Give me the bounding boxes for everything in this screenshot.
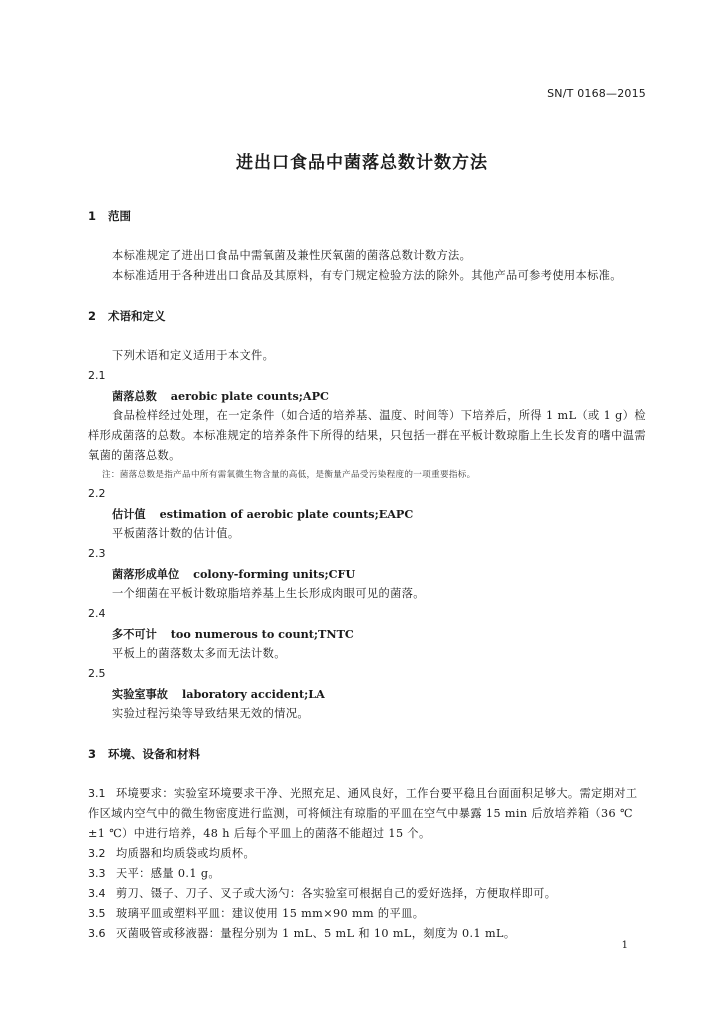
paragraph: 下列术语和定义适用于本文件。 bbox=[112, 349, 275, 362]
section-heading-scope bbox=[88, 206, 646, 226]
section-title: 术语和定义 bbox=[108, 309, 166, 323]
list-item bbox=[88, 904, 646, 924]
clause-number: 2.1 bbox=[88, 369, 106, 382]
list-item bbox=[88, 884, 646, 904]
item-number: 3.2 bbox=[88, 847, 106, 860]
list-item bbox=[88, 784, 646, 844]
item-number: 3.1 bbox=[88, 787, 106, 800]
item-text: 玻璃平皿或塑料平皿：建议使用 15 mm×90 mm 的平皿。 bbox=[116, 907, 425, 920]
document-title: 进出口食品中菌落总数计数方法 bbox=[236, 153, 488, 173]
item-number: 3.6 bbox=[88, 927, 106, 940]
paragraph: 本标准规定了进出口食品中需氧菌及兼性厌氧菌的菌落总数计数方法。 bbox=[112, 249, 472, 262]
item-number: 3.4 bbox=[88, 887, 106, 900]
section-number: 1 bbox=[88, 209, 97, 223]
term-entry bbox=[88, 664, 646, 724]
document-code: SN/T 0168—2015 bbox=[547, 87, 646, 100]
item-text: 均质器和均质袋或均质杯。 bbox=[116, 847, 256, 860]
term-heading bbox=[88, 564, 646, 584]
term-zh: 估计值 bbox=[112, 508, 146, 521]
clause-number: 2.4 bbox=[88, 607, 106, 620]
term-en: estimation of aerobic plate counts;EAPC bbox=[159, 507, 414, 521]
term-note: 注：菌落总数是指产品中所有需氧微生物含量的高低，是衡量产品受污染程度的一项重要指标。 bbox=[102, 470, 476, 480]
clause-number: 2.2 bbox=[88, 487, 106, 500]
term-zh: 菌落总数 bbox=[112, 390, 157, 403]
item-number: 3.5 bbox=[88, 907, 106, 920]
term-heading bbox=[88, 504, 646, 524]
term-en: laboratory accident;LA bbox=[181, 687, 325, 701]
term-entry bbox=[88, 484, 646, 544]
section-heading-environment bbox=[88, 744, 646, 764]
list-item bbox=[88, 864, 646, 884]
term-entry bbox=[88, 604, 646, 664]
item-text: 环境要求：实验室环境要求干净、光照充足、通风良好，工作台要平稳且台面面积足够大。需定期对工作区域内空气中的微生物密度进行监测，可将倾注有琼脂的平皿在空气中暴露 15 min 后放培养箱（36 ℃±1 ℃）中进行培养，48 h 后每个平皿上的菌落不能超过 15 个。 bbox=[88, 787, 638, 840]
term-definition: 平板菌落计数的估计值。 bbox=[112, 527, 240, 540]
term-definition: 食品检样经过处理，在一定条件（如合适的培养基、温度、时间等）下培养后，所得 1 mL（或 1 g）检样形成菌落的总数。本标准规定的培养条件下所得的结果，只包括一群在平板计数琼脂上生长发育的嗜中温需氧菌的菌落总数。 bbox=[88, 409, 646, 462]
term-en: colony-forming units;CFU bbox=[193, 567, 356, 581]
term-en: too numerous to count;TNTC bbox=[170, 627, 354, 641]
item-text: 灭菌吸管或移液器：量程分别为 1 mL、5 mL 和 10 mL，刻度为 0.1 mL。 bbox=[116, 927, 516, 940]
clause-number: 2.3 bbox=[88, 547, 106, 560]
clause-number: 2.5 bbox=[88, 667, 106, 680]
page-number: 1 bbox=[621, 940, 628, 951]
paragraph: 本标准适用于各种进出口食品及其原料，有专门规定检验方法的除外。其他产品可参考使用本标准。 bbox=[112, 269, 622, 282]
term-heading bbox=[88, 386, 646, 406]
section-number: 3 bbox=[88, 747, 97, 761]
section-heading-terms bbox=[88, 306, 646, 326]
item-number: 3.3 bbox=[88, 867, 106, 880]
term-definition: 平板上的菌落数太多而无法计数。 bbox=[112, 647, 286, 660]
list-item bbox=[88, 844, 646, 864]
term-entry bbox=[88, 544, 646, 604]
section-number: 2 bbox=[88, 309, 97, 323]
term-heading bbox=[88, 624, 646, 644]
item-text: 天平：感量 0.1 g。 bbox=[116, 867, 220, 880]
document-body bbox=[88, 206, 646, 944]
term-heading bbox=[88, 684, 646, 704]
term-definition: 实验过程污染等导致结果无效的情况。 bbox=[112, 707, 309, 720]
item-text: 剪刀、镊子、刀子、叉子或大汤勺：各实验室可根据自己的爱好选择，方便取样即可。 bbox=[116, 887, 557, 900]
term-zh: 多不可计 bbox=[112, 628, 157, 641]
section-title: 范围 bbox=[108, 209, 131, 223]
section-title: 环境、设备和材料 bbox=[108, 747, 200, 761]
term-zh: 菌落形成单位 bbox=[112, 568, 180, 581]
list-item bbox=[88, 924, 646, 944]
term-en: aerobic plate counts;APC bbox=[170, 389, 329, 403]
term-definition: 一个细菌在平板计数琼脂培养基上生长形成肉眼可见的菌落。 bbox=[112, 587, 425, 600]
term-zh: 实验室事故 bbox=[112, 688, 168, 701]
term-entry bbox=[88, 366, 646, 484]
